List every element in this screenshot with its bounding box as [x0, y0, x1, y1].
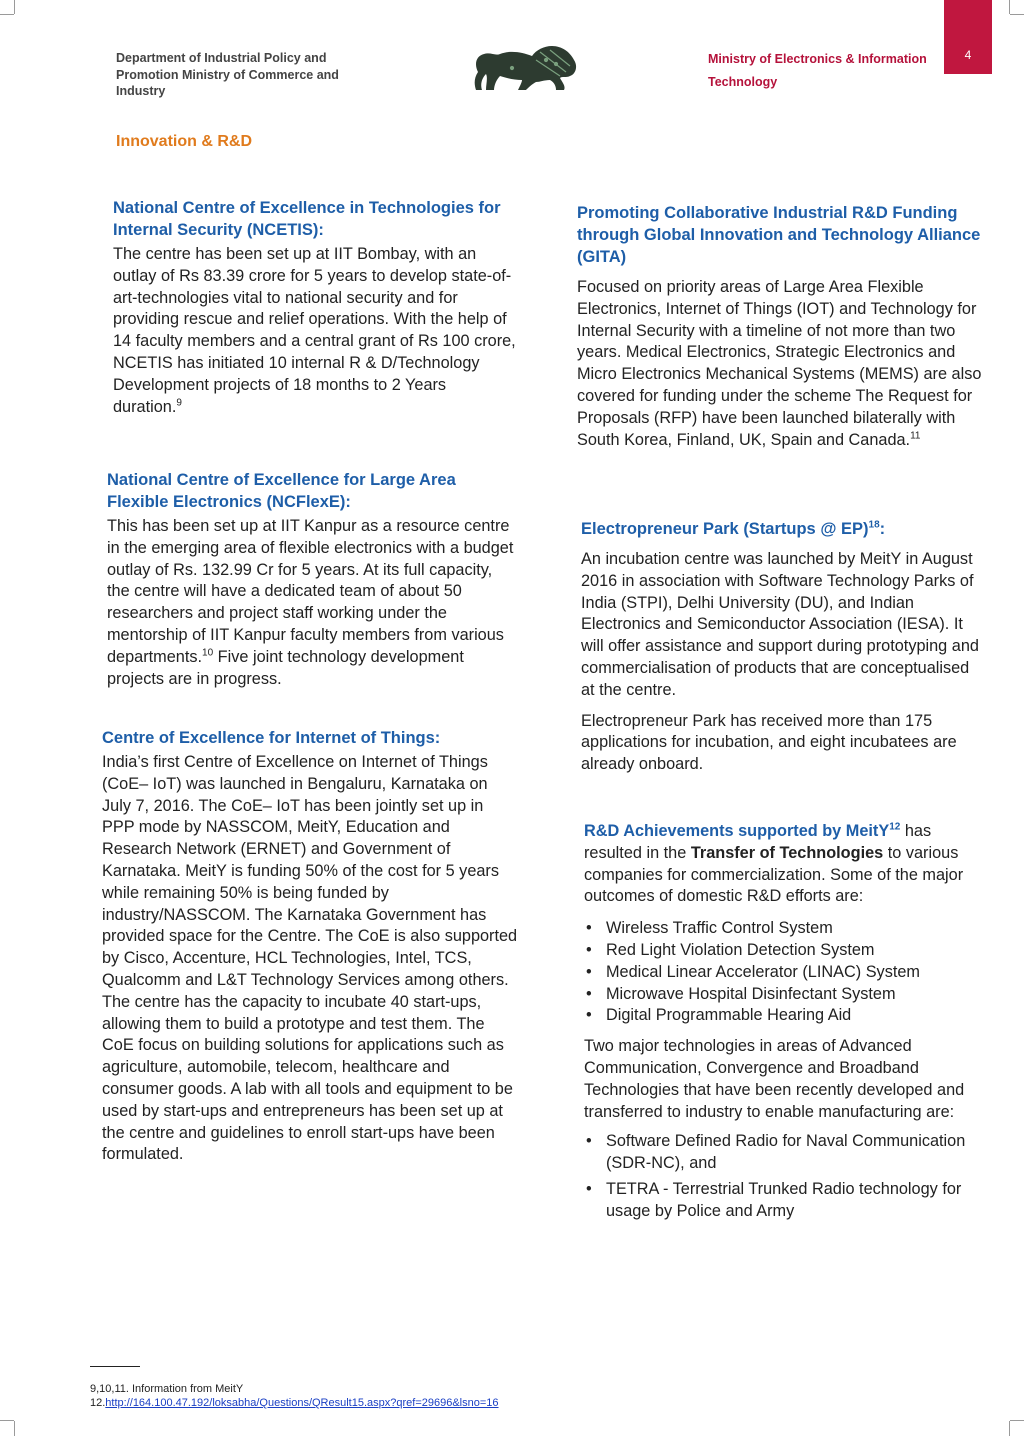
- gita-block: [577, 202, 987, 451]
- ncflexe-ref: 10: [202, 647, 214, 659]
- ep-body-1: An incubation centre was launched by MeitY in August 2016 in association with Software Technology Parks of India (STPI), Delhi University (DU), and Indian Electronics and Semiconductor Association (IESA). It will offer assistance and support during prototyping and commercialisation of products that are conceptualised at the centre.: [581, 550, 979, 699]
- gita-ref: 11: [910, 430, 921, 442]
- ep-title: Electropreneur Park (Startups @ EP)$^{18}$:: [581, 519, 886, 538]
- coe-iot-title: Centre of Excellence for Internet of Things:: [102, 729, 441, 747]
- ep-block: [581, 518, 986, 776]
- list-item: • TETRA - Terrestrial Trunked Radio technology for usage by Police and Army: [584, 1179, 984, 1223]
- list-item: • Red Light Violation Detection System: [584, 940, 984, 962]
- rnd-block: [584, 821, 984, 1227]
- list-item: • Medical Linear Accelerator (LINAC) System: [584, 962, 984, 984]
- footnote-2: 12.http://164.100.47.192/loksabha/Questions/QResult15.aspx?qref=29696&lsno=16: [90, 1397, 499, 1409]
- crop-mark: [14, 0, 15, 14]
- crop-mark: [1009, 0, 1010, 14]
- footnote-rule: [90, 1366, 140, 1367]
- coe-iot-block: [102, 727, 518, 1166]
- list-item: • Digital Programmable Hearing Aid: [584, 1005, 984, 1027]
- rnd-intro: R&D Achievements supported by MeitY$^{12}$ has resulted in the Transfer of Technologies to various companies for commercialization. Some of the major outcomes of domestic R&D efforts are:: [584, 821, 964, 906]
- ncflexe-body: This has been set up at IIT Kanpur as a resource centre in the emerging area of flexible electronics with a budget outlay of Rs. 132.99 Cr for 5 years. At its full capacity, the centre will have a dedicated team of about 50 researchers and project staff working under the mentorship of IIT Kanpur faculty members from various departments.$^{10}$ Five joint technology development projects are in progress.: [107, 517, 514, 688]
- list-item: • Wireless Traffic Control System: [584, 918, 984, 940]
- transfer-of-technologies: Transfer of Technologies: [690, 843, 884, 862]
- crop-mark: [1010, 1420, 1024, 1421]
- gita-body: Focused on priority areas of Large Area Flexible Electronics, Internet of Things (IOT) and Technology for Internal Security with a timeline of not more than two years. Medical Electronics, Strategic Electronics and Micro Electronics Mechanical Systems (MEMS) are also covered for funding under the scheme The Request for Proposals (RFP) have been launched bilaterally with South Korea, Finland, UK, Spain and Canada.$^{11}$: [577, 278, 982, 449]
- footnote-link[interactable]: http://164.100.47.192/loksabha/Questions/QResult15.aspx?qref=29696&lsno=16: [105, 1397, 499, 1409]
- header-org-left: Department of Industrial Policy and Promotion Ministry of Commerce and Industry: [116, 51, 339, 98]
- ncetis-ref: 9: [176, 397, 182, 409]
- header-org-right: Ministry of Electronics & Information Technology: [708, 52, 927, 89]
- rnd-title: R&D Achievements supported by MeitY: [584, 822, 890, 840]
- ncetis-body: The centre has been set up at IIT Bombay, with an outlay of Rs 83.39 crore for 5 years to develop state-of-art-technologies vital to national security and for providing rescue and relief operations. With the help of 14 faculty members and a central grant of Rs 100 crore, NCETIS has initiated 10 internal R & D/Technology Development projects of 18 months to 2 Years duration.$^9$: [113, 245, 516, 416]
- crop-mark: [1009, 1421, 1010, 1436]
- ep-ref: 18: [868, 519, 880, 531]
- page-number-tab: 4: [944, 0, 992, 74]
- list-item: • Software Defined Radio for Naval Communication (SDR-NC), and: [584, 1131, 984, 1175]
- gita-title: Promoting Collaborative Industrial R&D Funding through Global Innovation and Technology Alliance (GITA): [577, 204, 981, 266]
- crop-mark: [1010, 14, 1024, 15]
- crop-mark: [14, 1421, 15, 1436]
- footnote-1: 9,10,11. Information from MeitY: [90, 1383, 244, 1395]
- make-in-india-lion-logo: [470, 42, 582, 94]
- ep-body-2: Electropreneur Park has received more than 175 applications for incubation, and eight incubatees are already onboard.: [581, 711, 957, 774]
- rnd-ref: 12: [889, 821, 901, 833]
- ncflexe-title: National Centre of Excellence for Large Area Flexible Electronics (NCFlexE):: [107, 471, 456, 511]
- list-item: • Microwave Hospital Disinfectant System: [584, 984, 984, 1006]
- ncflexe-block: [107, 469, 515, 690]
- crop-mark: [0, 1420, 14, 1421]
- ncetis-block: [113, 197, 518, 418]
- footnotes: [90, 1382, 499, 1410]
- ncetis-title: National Centre of Excellence in Technologies for Internal Security (NCETIS):: [113, 199, 501, 239]
- rnd-achievements-list: [584, 918, 984, 1027]
- coe-iot-body: India’s first Centre of Excellence on Internet of Things (CoE– IoT) was launched in Bengaluru, Karnataka on July 7, 2016. The CoE– IoT has been jointly set up in PPP mode by NASSCOM, MeitY, Education and Research Network (ERNET) and Government of Karnataka. MeitY is funding 50% of the cost for 5 years while remaining 50% is being funded by industry/NASSCOM. The Karnataka Government has provided space for the Centre. The CoE is also supported by Cisco, Accenture, HCL Technologies, Intel, TCS, Qualcomm and L&T Technology Services among others. The centre has the capacity to incubate 40 start-ups, allowing them to build a prototype and test them. The CoE focus on building solutions for applications such as agriculture, automobile, telecom, healthcare and consumer goods. A lab with all tools and equipment to be used by start-ups and entrepreneurs has been set up at the centre and guidelines to enroll start-ups have been formulated.: [102, 753, 518, 1164]
- rnd-body-2: Two major technologies in areas of Advanced Communication, Convergence and Broadband Technologies that have been recently developed and transferred to industry to enable manufacturing are:: [584, 1037, 965, 1121]
- rnd-technologies-list: [584, 1131, 984, 1222]
- crop-mark: [0, 14, 14, 15]
- section-title: Innovation & R&D: [116, 133, 252, 150]
